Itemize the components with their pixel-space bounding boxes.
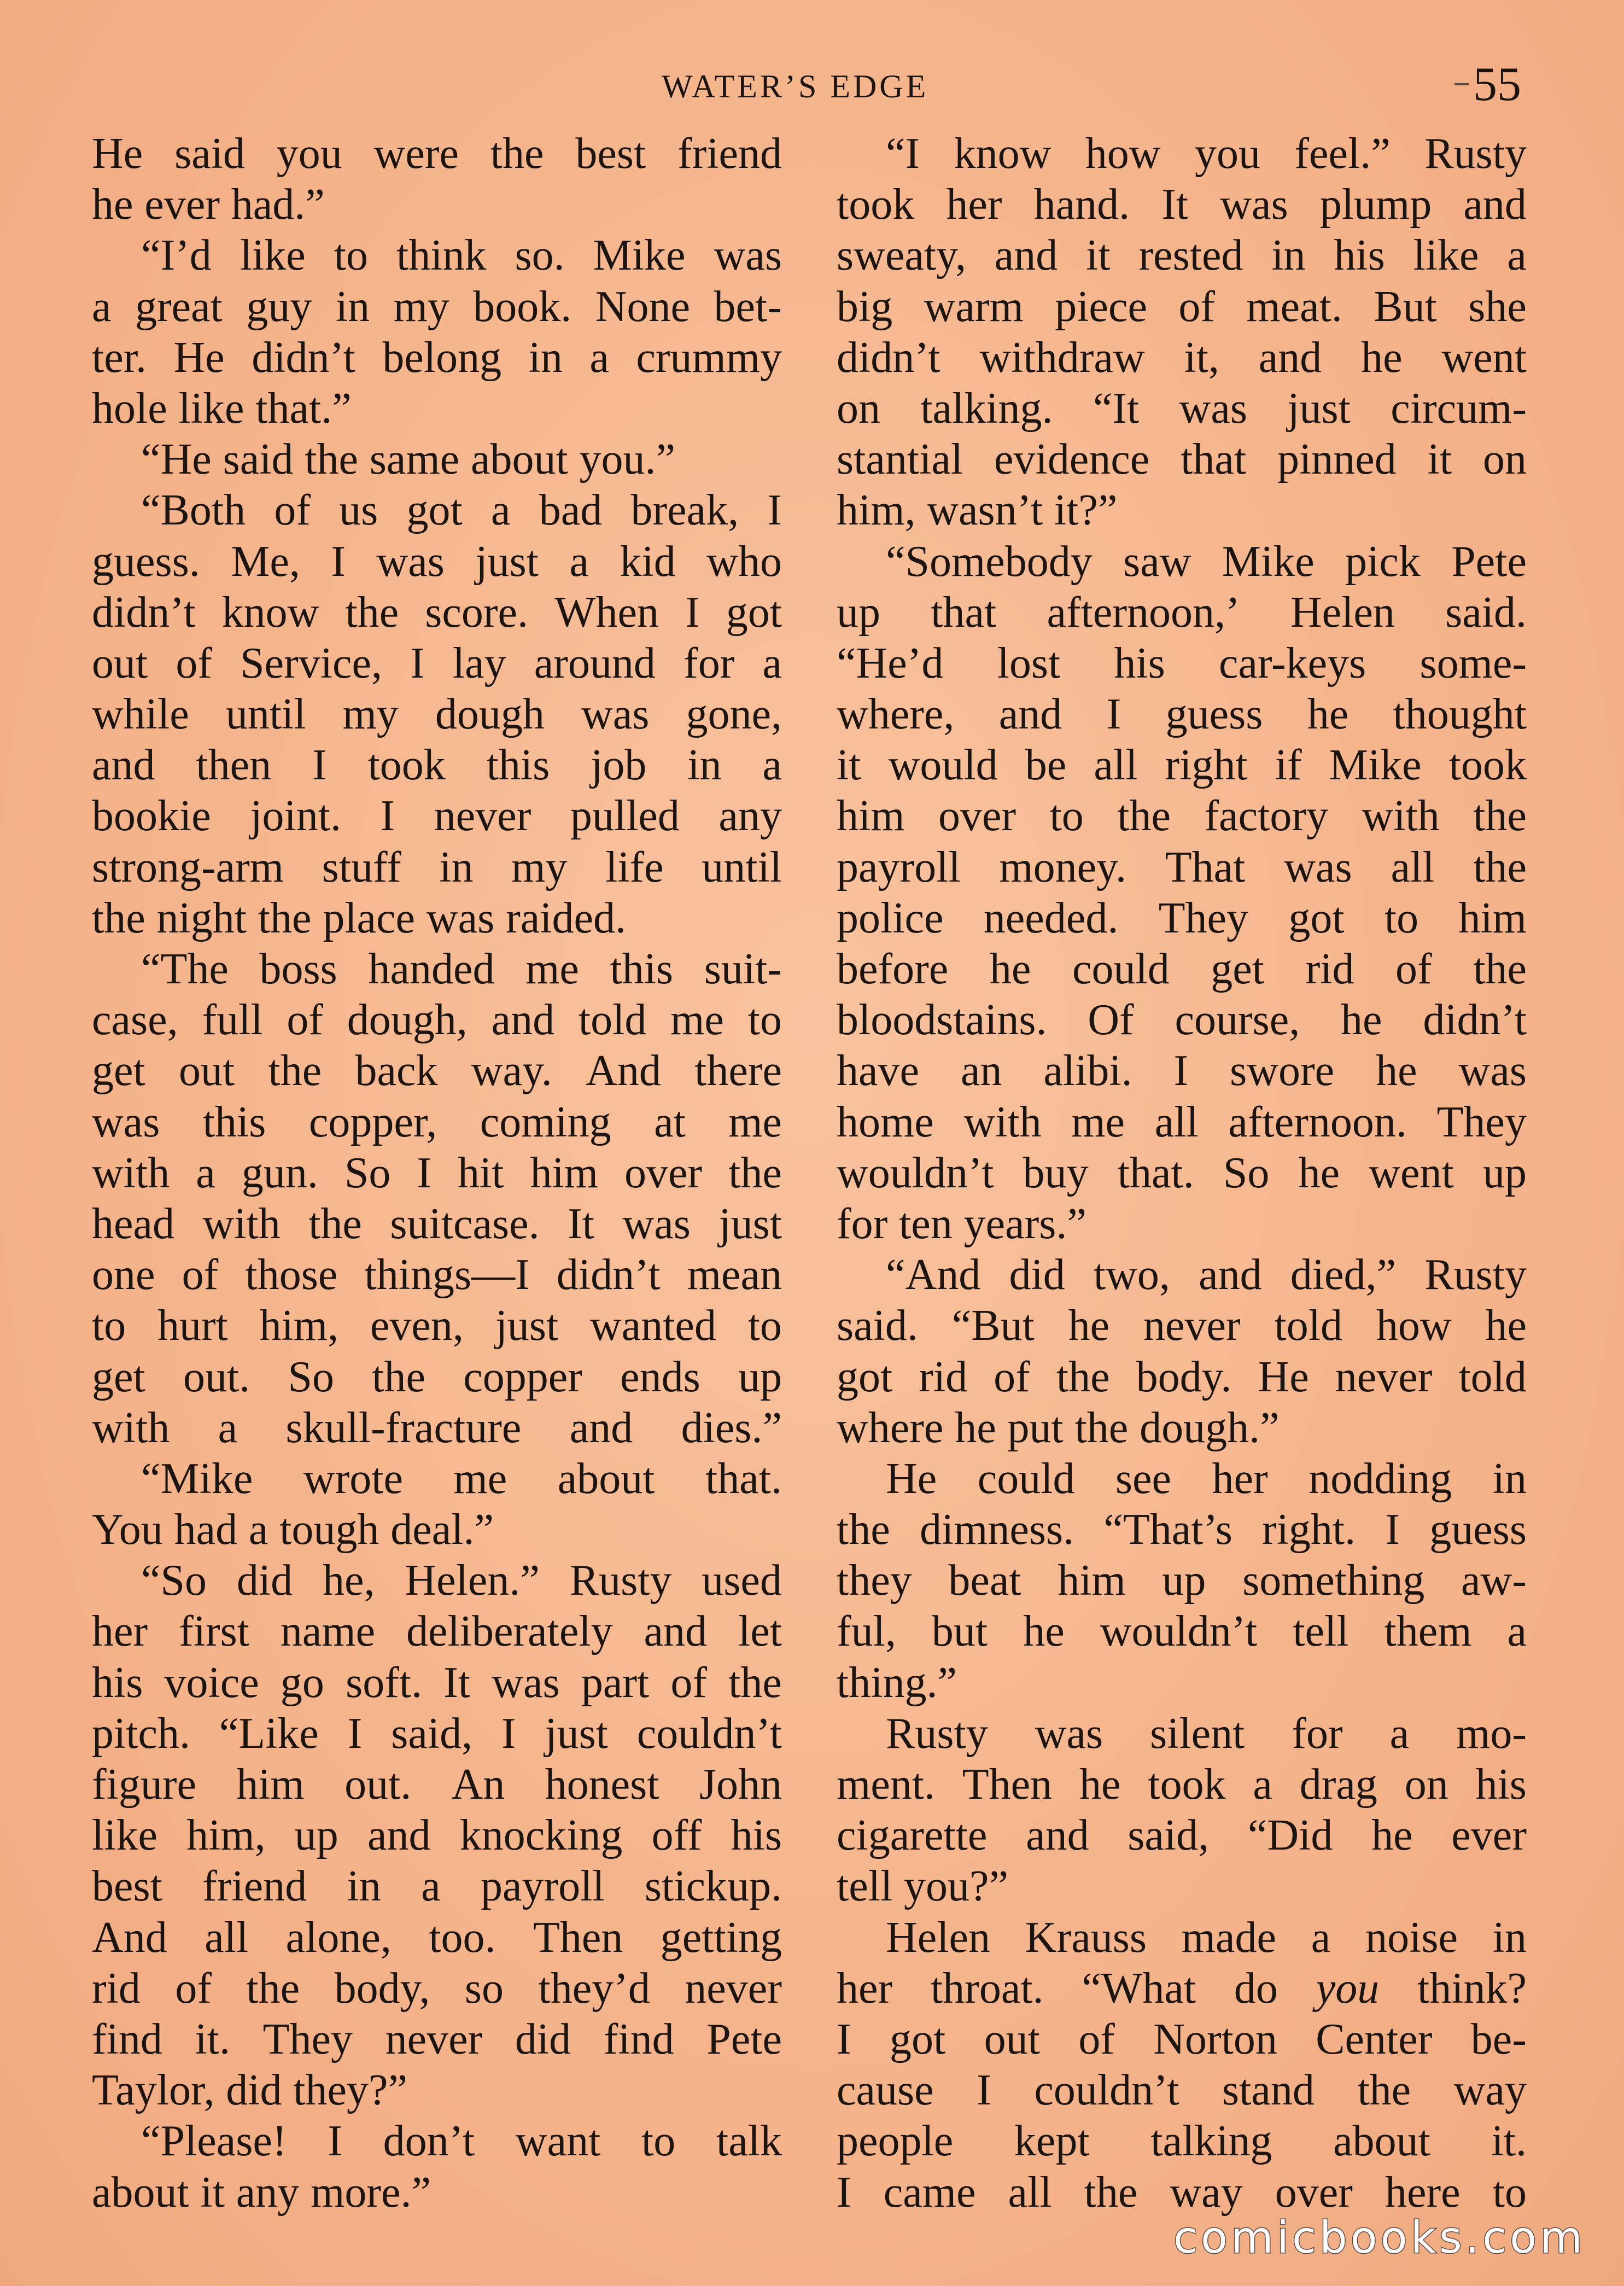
text-line: “He said the same about you.” [141, 435, 676, 484]
text-line: didn’t know the score. When I got [92, 588, 782, 637]
text-line: “Both of us got a bad break, I [141, 486, 782, 535]
text-line: stantial evidence that pinned it on [837, 435, 1527, 484]
text-line: guess. Me, I was just a kid who [92, 537, 782, 586]
text-line: before he could get rid of the [837, 945, 1527, 993]
text-line: her throat. “What do you think? [837, 1964, 1527, 2013]
text-line: up that afternoon,’ Helen said. [837, 588, 1527, 637]
text-line: home with me all afternoon. They [837, 1098, 1527, 1146]
text-line: his voice go soft. It was part of the [92, 1658, 782, 1707]
text-line: He could see her nodding in [886, 1454, 1527, 1503]
text-line: pitch. “Like I said, I just couldn’t [92, 1709, 782, 1758]
text-line: ment. Then he took a drag on his [837, 1760, 1527, 1809]
text-line: while until my dough was gone, [92, 690, 782, 739]
text-line: said. “But he never told how he [837, 1302, 1527, 1350]
text-line: and then I took this job in a [92, 741, 782, 790]
text-line: with a gun. So I hit him over the [92, 1148, 782, 1197]
text-line: Taylor, did they?” [92, 2066, 408, 2115]
text-line: He said you were the best friend [92, 130, 782, 178]
text-line: “I’d like to think so. Mike was [141, 231, 782, 280]
text-line: And all alone, too. Then getting [92, 1913, 782, 1962]
text-line: one of those things—I didn’t mean [92, 1251, 782, 1299]
text-line: to hurt him, even, just wanted to [92, 1302, 782, 1350]
text-line: “Somebody saw Mike pick Pete [886, 537, 1527, 586]
text-line: thing.” [837, 1658, 957, 1707]
text-line: didn’t withdraw it, and he went [837, 333, 1527, 382]
text-line: “And did two, and died,” Rusty [886, 1251, 1527, 1299]
page-number: 55 [1473, 58, 1521, 111]
text-line: police needed. They got to him [837, 894, 1527, 942]
text-line: out of Service, I lay around for a [92, 639, 782, 687]
text-line: people kept talking about it. [837, 2117, 1527, 2166]
text-line: bookie joint. I never pulled any [92, 792, 782, 841]
text-line: ter. He didn’t belong in a crummy [92, 333, 782, 382]
text-line: I came all the way over here to [837, 2168, 1527, 2217]
text-line: where he put the dough.” [837, 1403, 1280, 1452]
text-line: strong-arm stuff in my life until [92, 843, 782, 891]
text-line: him, wasn’t it?” [837, 486, 1118, 535]
text-line: head with the suitcase. It was just [92, 1199, 782, 1248]
text-line: You had a tough deal.” [92, 1506, 494, 1554]
text-line: Helen Krauss made a noise in [886, 1913, 1527, 1962]
text-column-right [837, 129, 1527, 2218]
text-line: for ten years.” [837, 1199, 1086, 1248]
text-line: hole like that.” [92, 384, 352, 433]
text-line: he ever had.” [92, 180, 325, 229]
text-line: find it. They never did find Pete [92, 2015, 782, 2063]
text-line: “Mike wrote me about that. [141, 1454, 782, 1503]
text-line: wouldn’t buy that. So he went up [837, 1148, 1527, 1197]
text-line: her first name deliberately and let [92, 1607, 782, 1656]
text-line: big warm piece of meat. But she [837, 282, 1527, 331]
text-line: “I know how you feel.” Rusty [886, 130, 1527, 178]
text-line: “Please! I don’t want to talk [141, 2117, 782, 2166]
text-line: about it any more.” [92, 2168, 431, 2217]
text-line: bloodstains. Of course, he didn’t [837, 996, 1527, 1045]
text-column-left [92, 129, 782, 2218]
text-line: they beat him up something aw- [837, 1556, 1527, 1605]
text-line: was this copper, coming at me [92, 1098, 782, 1146]
text-line: tell you?” [837, 1862, 1008, 1911]
text-line: best friend in a payroll stickup. [92, 1862, 782, 1911]
text-line: get out the back way. And there [92, 1047, 782, 1095]
text-line: Rusty was silent for a mo- [886, 1709, 1527, 1758]
watermark-logo: comicbooks.com [1173, 2212, 1586, 2263]
text-line: him over to the factory with the [837, 792, 1527, 841]
text-line: “He’d lost his car-keys some- [837, 639, 1527, 687]
text-line: cigarette and said, “Did he ever [837, 1811, 1527, 1860]
text-line: where, and I guess he thought [837, 690, 1527, 739]
header-dash-mark [1454, 83, 1469, 85]
text-line: the night the place was raided. [92, 894, 626, 942]
text-line: case, full of dough, and told me to [92, 996, 782, 1045]
text-line: on talking. “It was just circum- [837, 384, 1527, 433]
text-line: like him, up and knocking off his [92, 1811, 782, 1860]
text-line: “The boss handed me this suit- [141, 945, 782, 993]
text-line: I got out of Norton Center be- [837, 2015, 1527, 2063]
text-line: got rid of the body. He never told [837, 1352, 1527, 1401]
text-line: get out. So the copper ends up [92, 1352, 782, 1401]
text-line: rid of the body, so they’d never [92, 1964, 782, 2013]
text-line: have an alibi. I swore he was [837, 1047, 1527, 1095]
text-line: it would be all right if Mike took [837, 741, 1527, 790]
text-line: took her hand. It was plump and [837, 180, 1527, 229]
text-line: a great guy in my book. None bet- [92, 282, 782, 331]
text-line: the dimness. “That’s right. I guess [837, 1506, 1527, 1554]
text-line: “So did he, Helen.” Rusty used [141, 1556, 782, 1605]
text-line: with a skull-fracture and dies.” [92, 1403, 782, 1452]
text-line: figure him out. An honest John [92, 1760, 782, 1809]
text-line: payroll money. That was all the [837, 843, 1527, 891]
text-line: ful, but he wouldn’t tell them a [837, 1607, 1527, 1656]
running-title: WATER’S EDGE [662, 68, 929, 104]
text-line: cause I couldn’t stand the way [837, 2066, 1527, 2115]
text-line: sweaty, and it rested in his like a [837, 231, 1527, 280]
